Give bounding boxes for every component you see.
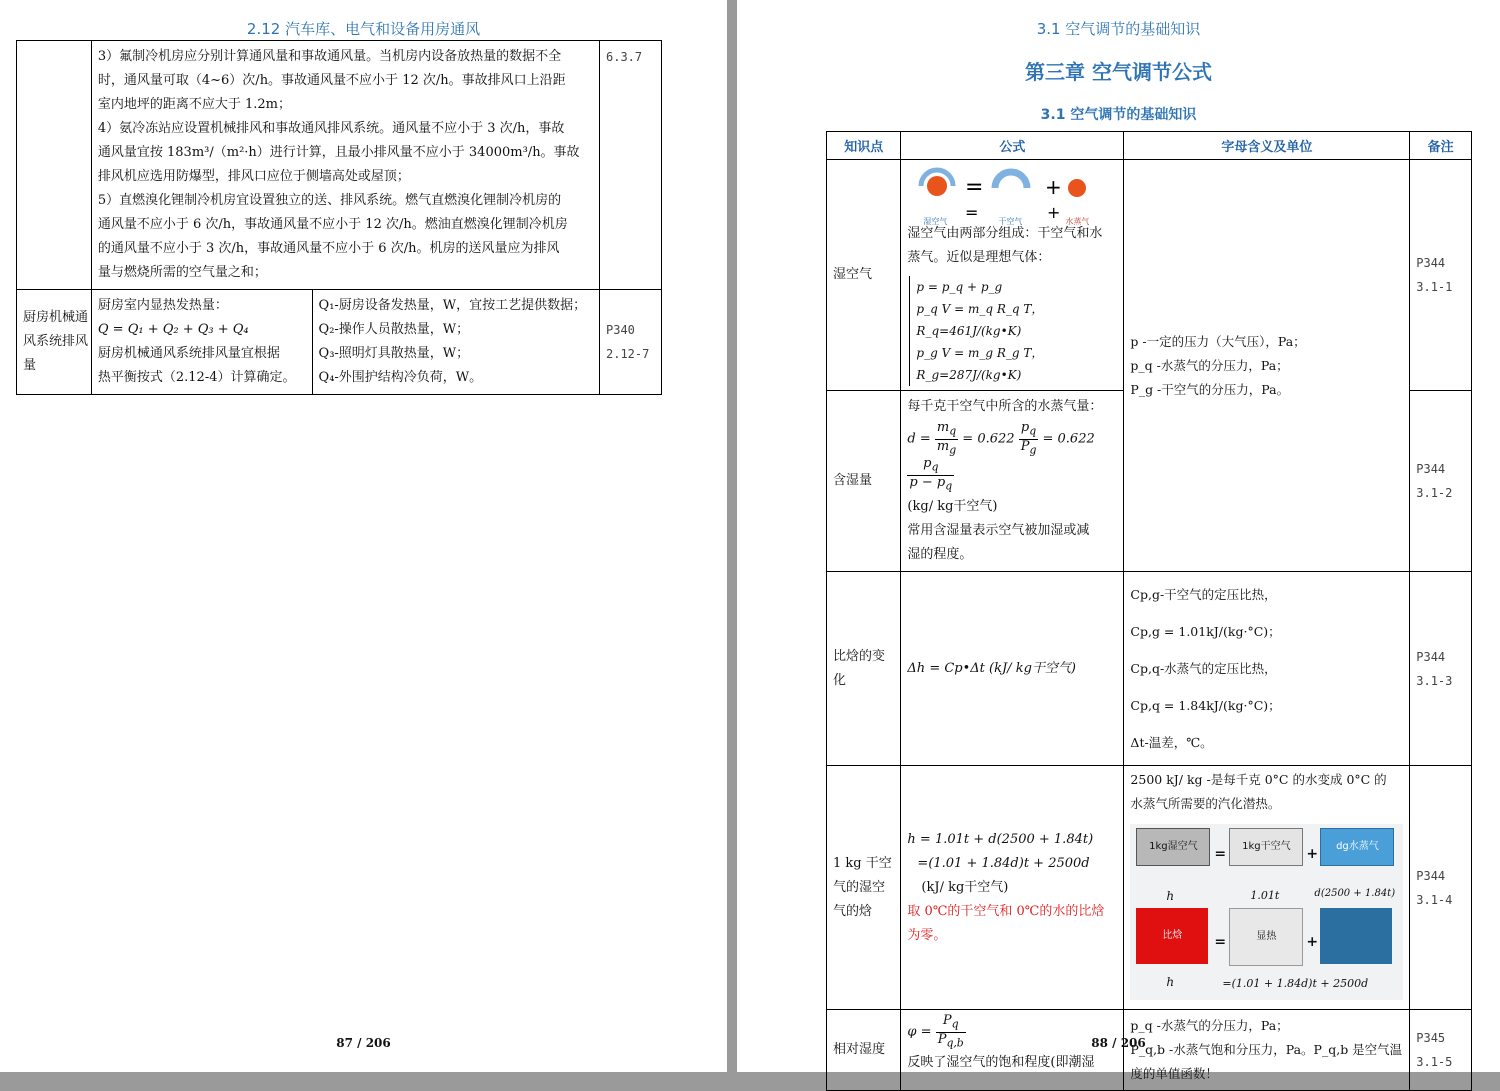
row2-ref: P340 2.12-7 <box>600 290 662 395</box>
fig-box: 1kg湿空气 <box>1136 828 1210 866</box>
table-row <box>17 41 662 290</box>
ideal-gas-equations: p = p_q + p_g p_q V = m_q R_q T，R_q=461J/(kg•K) p_g V = m_g R_g T，R_g=287J/(kg•K) <box>909 276 1117 386</box>
svg-text:=: = <box>965 175 984 200</box>
column-header: 公式 <box>901 132 1124 160</box>
left-page <box>0 0 727 1072</box>
row2-topic: 厨房机械通风系统排风量 <box>17 290 92 395</box>
svg-text:+: + <box>1047 203 1061 222</box>
table-row <box>17 290 662 395</box>
humidity-ratio-formula: d = $\frac{m_q}{m_g}$ = 0.622 $\frac{p_q}{P_g}$ = 0.622 $\frac{p_q}{p - p_q}$ <box>907 420 1095 493</box>
row2-symbols: Q₁-厨房设备发热量，W，宜按工艺提供数据； Q₂-操作人员散热量，W； Q₃-照明灯具散热量，W； Q₄-外围护结构冷负荷，W。 <box>312 290 599 395</box>
meaning-cell: 2500 kJ/ kg -是每千克 0°C 的水变成 0°C 的 水蒸气所需要的汽化潜热。 1kg湿空气 = 1kg干空气 + dg水蒸气 h 1.01t d(2500 + 1.84t) 比焓 = 显热 + h =(1.01 + 1.84d)t + 2500d <box>1124 766 1410 1010</box>
ref-cell: P344 3.1-1 <box>1410 160 1472 391</box>
fig-box: 显热 <box>1229 908 1303 966</box>
formula-cell: 每千克干空气中所含的水蒸气量： d = $\frac{m_q}{m_g}$ = 0.622 $\frac{p_q}{P_g}$ = 0.622 $\frac{p_q}{p - p_q}$ (kg/ kg干空气) 常用含湿量表示空气被加湿或减 湿的程度。 <box>901 391 1124 572</box>
left-page-header: 2.12 汽车库、电气和设备用房通风 <box>246 20 481 38</box>
right-page <box>737 0 1500 1082</box>
ref-cell: P344 3.1-3 <box>1410 572 1472 766</box>
page-number: 87 / 206 <box>336 1036 391 1050</box>
svg-text:+: + <box>1045 175 1063 199</box>
formula-cell: h = 1.01t + d(2500 + 1.84t) =(1.01 + 1.84d)t + 2500d (kJ/ kg干空气) 取 0℃的干空气和 0℃的水的比焓 为零。 <box>901 766 1124 1010</box>
relative-humidity-formula: φ = $\frac{P_q}{P_{q,b}}$ <box>907 1013 964 1050</box>
right-page-header: 3.1 空气调节的基础知识 <box>1036 20 1201 38</box>
chapter-title: 第三章 空气调节公式 <box>1025 60 1212 84</box>
fig-box: 1kg干空气 <box>1229 828 1303 866</box>
formula-cell: = + = + 湿空气 干空气 水蒸气 湿空气由两部分组成：干空气和水 蒸气。近似是理想气体： p = p_q + p_g p_q V = m_q R_q T，R_q=461J/(kg•K) p_g V = m_g R_g T，R_g=287J/(kg•K) <box>901 160 1124 391</box>
table-row <box>827 572 1472 766</box>
shared-meaning-cell: p -一定的压力（大气压），Pa； p_q -水蒸气的分压力，Pa； P_g -干空气的分压力，Pa。 <box>1124 160 1410 572</box>
topic-cell: 比焓的变化 <box>827 572 901 766</box>
table-row <box>827 160 1472 391</box>
submarine-image <box>1320 908 1392 964</box>
formula-cell: Δh = Cp•Δt (kJ/ kg干空气) <box>901 572 1124 766</box>
table-header-row <box>827 132 1472 160</box>
topic-cell: 湿空气 <box>827 160 901 391</box>
air-conditioning-table <box>826 131 1472 1091</box>
table-row <box>827 1010 1472 1091</box>
topic-cell: 1 kg 干空气的湿空气的焓 <box>827 766 901 1010</box>
fig-box: dg水蒸气 <box>1320 828 1394 866</box>
page-number: 88 / 206 <box>1091 1036 1146 1050</box>
ref-cell: P345 3.1-5 <box>1410 1010 1472 1091</box>
diagram-label: 干空气 <box>998 217 1023 226</box>
enthalpy-figure: 1kg湿空气 = 1kg干空气 + dg水蒸气 h 1.01t d(2500 + 1.84t) 比焓 = 显热 + h =(1.01 + 1.84d)t + 2500d <box>1130 824 1403 1000</box>
column-header: 字母含义及单位 <box>1124 132 1410 160</box>
row1-text: 3）氟制冷机房应分别计算通风量和事故通风量。当机房内设备放热量的数据不全 时，通风量可取（4~6）次/h。事故通风量不应小于 12 次/h。事故排风口上沿距 室内地坪的距离不应大于 1.2m； 4）氨冷冻站应设置机械排风和事故通风排风系统。通风量不应小于 3 次/h，事故 通风量宜按 183m³/（m²·h）进行计算，且最小排风量不应小于 34000m³/h。事故 排风机应选用防爆型，排风口应位于侧墙高处或屋顶； 5）直燃溴化锂制冷机房宜设置独立的送、排风系统。燃气直燃溴化锂制冷机房的 通风量不应小于 6 次/h，事故通风量不应小于 12 次/h。燃油直燃溴化锂制冷机房 的通风量不应小于 3 次/h，事故通风量不应小于 6 次/h。机房的送风量应为排风 量与燃烧所需的空气量之和； <box>91 41 599 290</box>
row2-formula: 厨房室内显热发热量： Q = Q₁ + Q₂ + Q₃ + Q₄ 厨房机械通风系统排风量宜根据 热平衡按式（2.12-4）计算确定。 <box>91 290 312 395</box>
diagram-label: 湿空气 <box>923 217 948 226</box>
ventilation-table <box>16 40 662 395</box>
formula-cell: φ = $\frac{P_q}{P_{q,b}}$ 反映了湿空气的饱和程度(即潮湿 <box>901 1010 1124 1091</box>
fig-box: 比焓 <box>1136 908 1208 964</box>
meaning-cell: p_q -水蒸气的分压力，Pa； P_q,b -水蒸气饱和分压力，Pa。P_q,b 是空气温 度的单值函数！ <box>1124 1010 1410 1091</box>
column-header: 知识点 <box>827 132 901 160</box>
humid-air-diagram <box>907 164 1117 226</box>
diagram-label: 水蒸气 <box>1065 217 1090 226</box>
ref-cell: P344 3.1-2 <box>1410 391 1472 572</box>
topic-cell: 含湿量 <box>827 391 901 572</box>
topic-cell: 相对湿度 <box>827 1010 901 1091</box>
svg-text:=: = <box>965 203 979 222</box>
ref-cell: P344 3.1-4 <box>1410 766 1472 1010</box>
column-header: 备注 <box>1410 132 1472 160</box>
meaning-cell: Cp,g-干空气的定压比热， Cp,g = 1.01kJ/(kg·°C)； Cp,q-水蒸气的定压比热， Cp,q = 1.84kJ/(kg·°C)； Δt-温差，℃。 <box>1124 572 1410 766</box>
section-title: 3.1 空气调节的基础知识 <box>1040 107 1197 123</box>
row1-ref: 6.3.7 <box>600 41 662 290</box>
table-row <box>827 766 1472 1010</box>
